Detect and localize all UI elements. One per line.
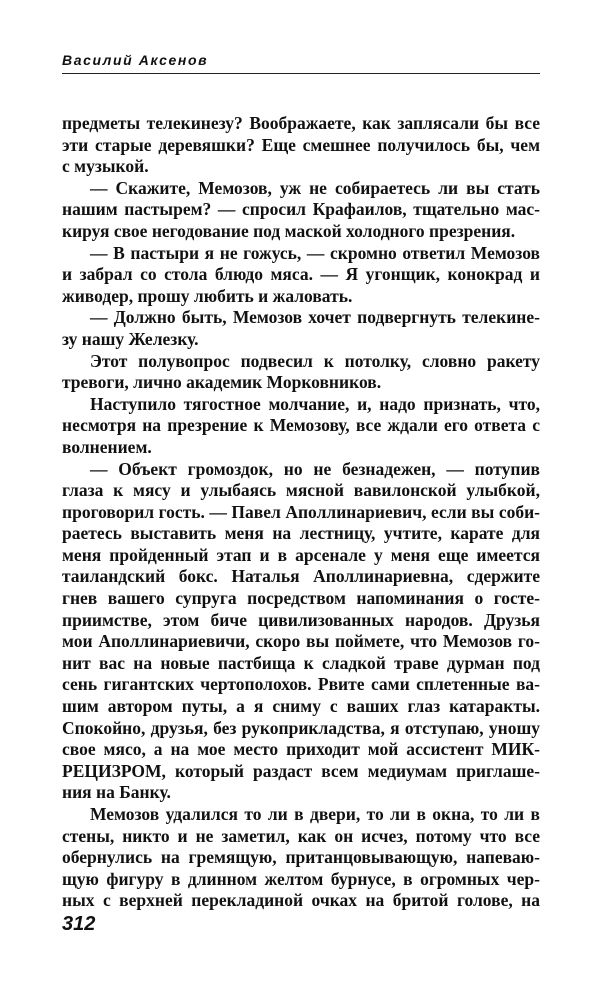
text-line: — Скажите, Мемозов, уж не собираетесь ли вы стать xyxy=(90,177,540,198)
text-line: меня пройденный этап и в арсенале у меня еще имеется xyxy=(62,544,540,565)
text-line: щую фигуру в длинном желтом бурнусе, в огромных чер- xyxy=(62,868,540,889)
text-line: живодер, прошу любить и жаловать. xyxy=(62,285,353,306)
text-line: и забрал со стола блюдо мяса. — Я угонщик, конокрад и xyxy=(62,264,540,285)
text-line: Наступило тягостное молчание, и, надо признать, что, xyxy=(90,393,540,414)
text-line: несмотря на презрение к Мемозову, все ждали его ответа с xyxy=(62,415,540,436)
text-line: Мемозов удалился то ли в двери, то ли в окна, то ли в xyxy=(90,804,540,824)
text-line: РЕЦИЗРОМ, который раздаст всем медиумам приглаше- xyxy=(62,760,540,781)
text-line: с музыкой. xyxy=(62,156,149,177)
text-line: — В пастыри я не гожусь, — скромно ответил Мемозов xyxy=(90,242,540,263)
text-line: раетесь выставить меня на лестницу, учтите, карате для xyxy=(62,523,540,544)
text-line: гнев вашего супруга посредством напоминания о госте- xyxy=(62,588,540,609)
text-line: нит вас на новые пастбища к сладкой траве дурман под xyxy=(62,652,540,673)
text-line: волнением. xyxy=(62,436,152,457)
text-line: тревоги, лично академик Морковников. xyxy=(62,372,382,393)
text-line: таиландский бокс. Наталья Аполлинариевна, сдержите xyxy=(62,566,540,587)
text-line: нашим пастырем? — спросил Крафаилов, тщательно мас- xyxy=(62,199,540,220)
text-line: приимстве, этом биче цивилизованных народов. Друзья xyxy=(62,609,540,630)
text-line: мои Аполлинариевичи, скоро вы поймете, что Мемозов го- xyxy=(62,631,540,652)
page-body-text xyxy=(62,113,540,912)
text-line: ных с верхней перекладиной очках на бритой голове, на xyxy=(62,890,540,911)
text-line: — Должно быть, Мемозов хочет подвергнуть телекине- xyxy=(90,307,540,328)
text-line: эти старые деревяшки? Еще смешнее получилось бы, чем xyxy=(62,134,540,155)
text-line: предметы телекинезу? Воображаете, как заплясали бы все xyxy=(62,113,540,133)
text-line: сень гигантских чертополохов. Рвите сами сплетенные ва- xyxy=(62,674,540,695)
author-name: Василий Аксенов xyxy=(62,52,209,68)
text-line: свое мясо, а на мое место приходит мой ассистент МИК- xyxy=(62,739,540,760)
running-header xyxy=(62,50,540,74)
text-line: проговорил гость. — Павел Аполлинариевич, если вы соби- xyxy=(62,501,540,522)
text-line: Спокойно, друзья, без рукоприкладства, я отступаю, уношу xyxy=(62,717,540,738)
text-line: зу нашу Железку. xyxy=(62,328,199,349)
text-line: — Объект громоздок, но не безнадежен, — потупив xyxy=(90,458,540,479)
text-line: кируя свое негодование под маской холодного презрения. xyxy=(62,220,516,241)
text-line: обернулись на гремящую, пританцовывающую, напеваю- xyxy=(62,847,540,868)
text-line: стены, никто и не заметил, как он исчез, потому что все xyxy=(62,825,540,846)
text-line: шим автором путы, а я сниму с ваших глаз катаракты. xyxy=(62,696,540,717)
text-line: Этот полувопрос подвесил к потолку, словно ракету xyxy=(90,350,540,371)
page-number: 312 xyxy=(62,913,96,935)
text-line: ния на Банку. xyxy=(62,782,171,803)
text-line: глаза к мясу и улыбаясь мясной вавилонской улыбкой, xyxy=(62,480,540,501)
